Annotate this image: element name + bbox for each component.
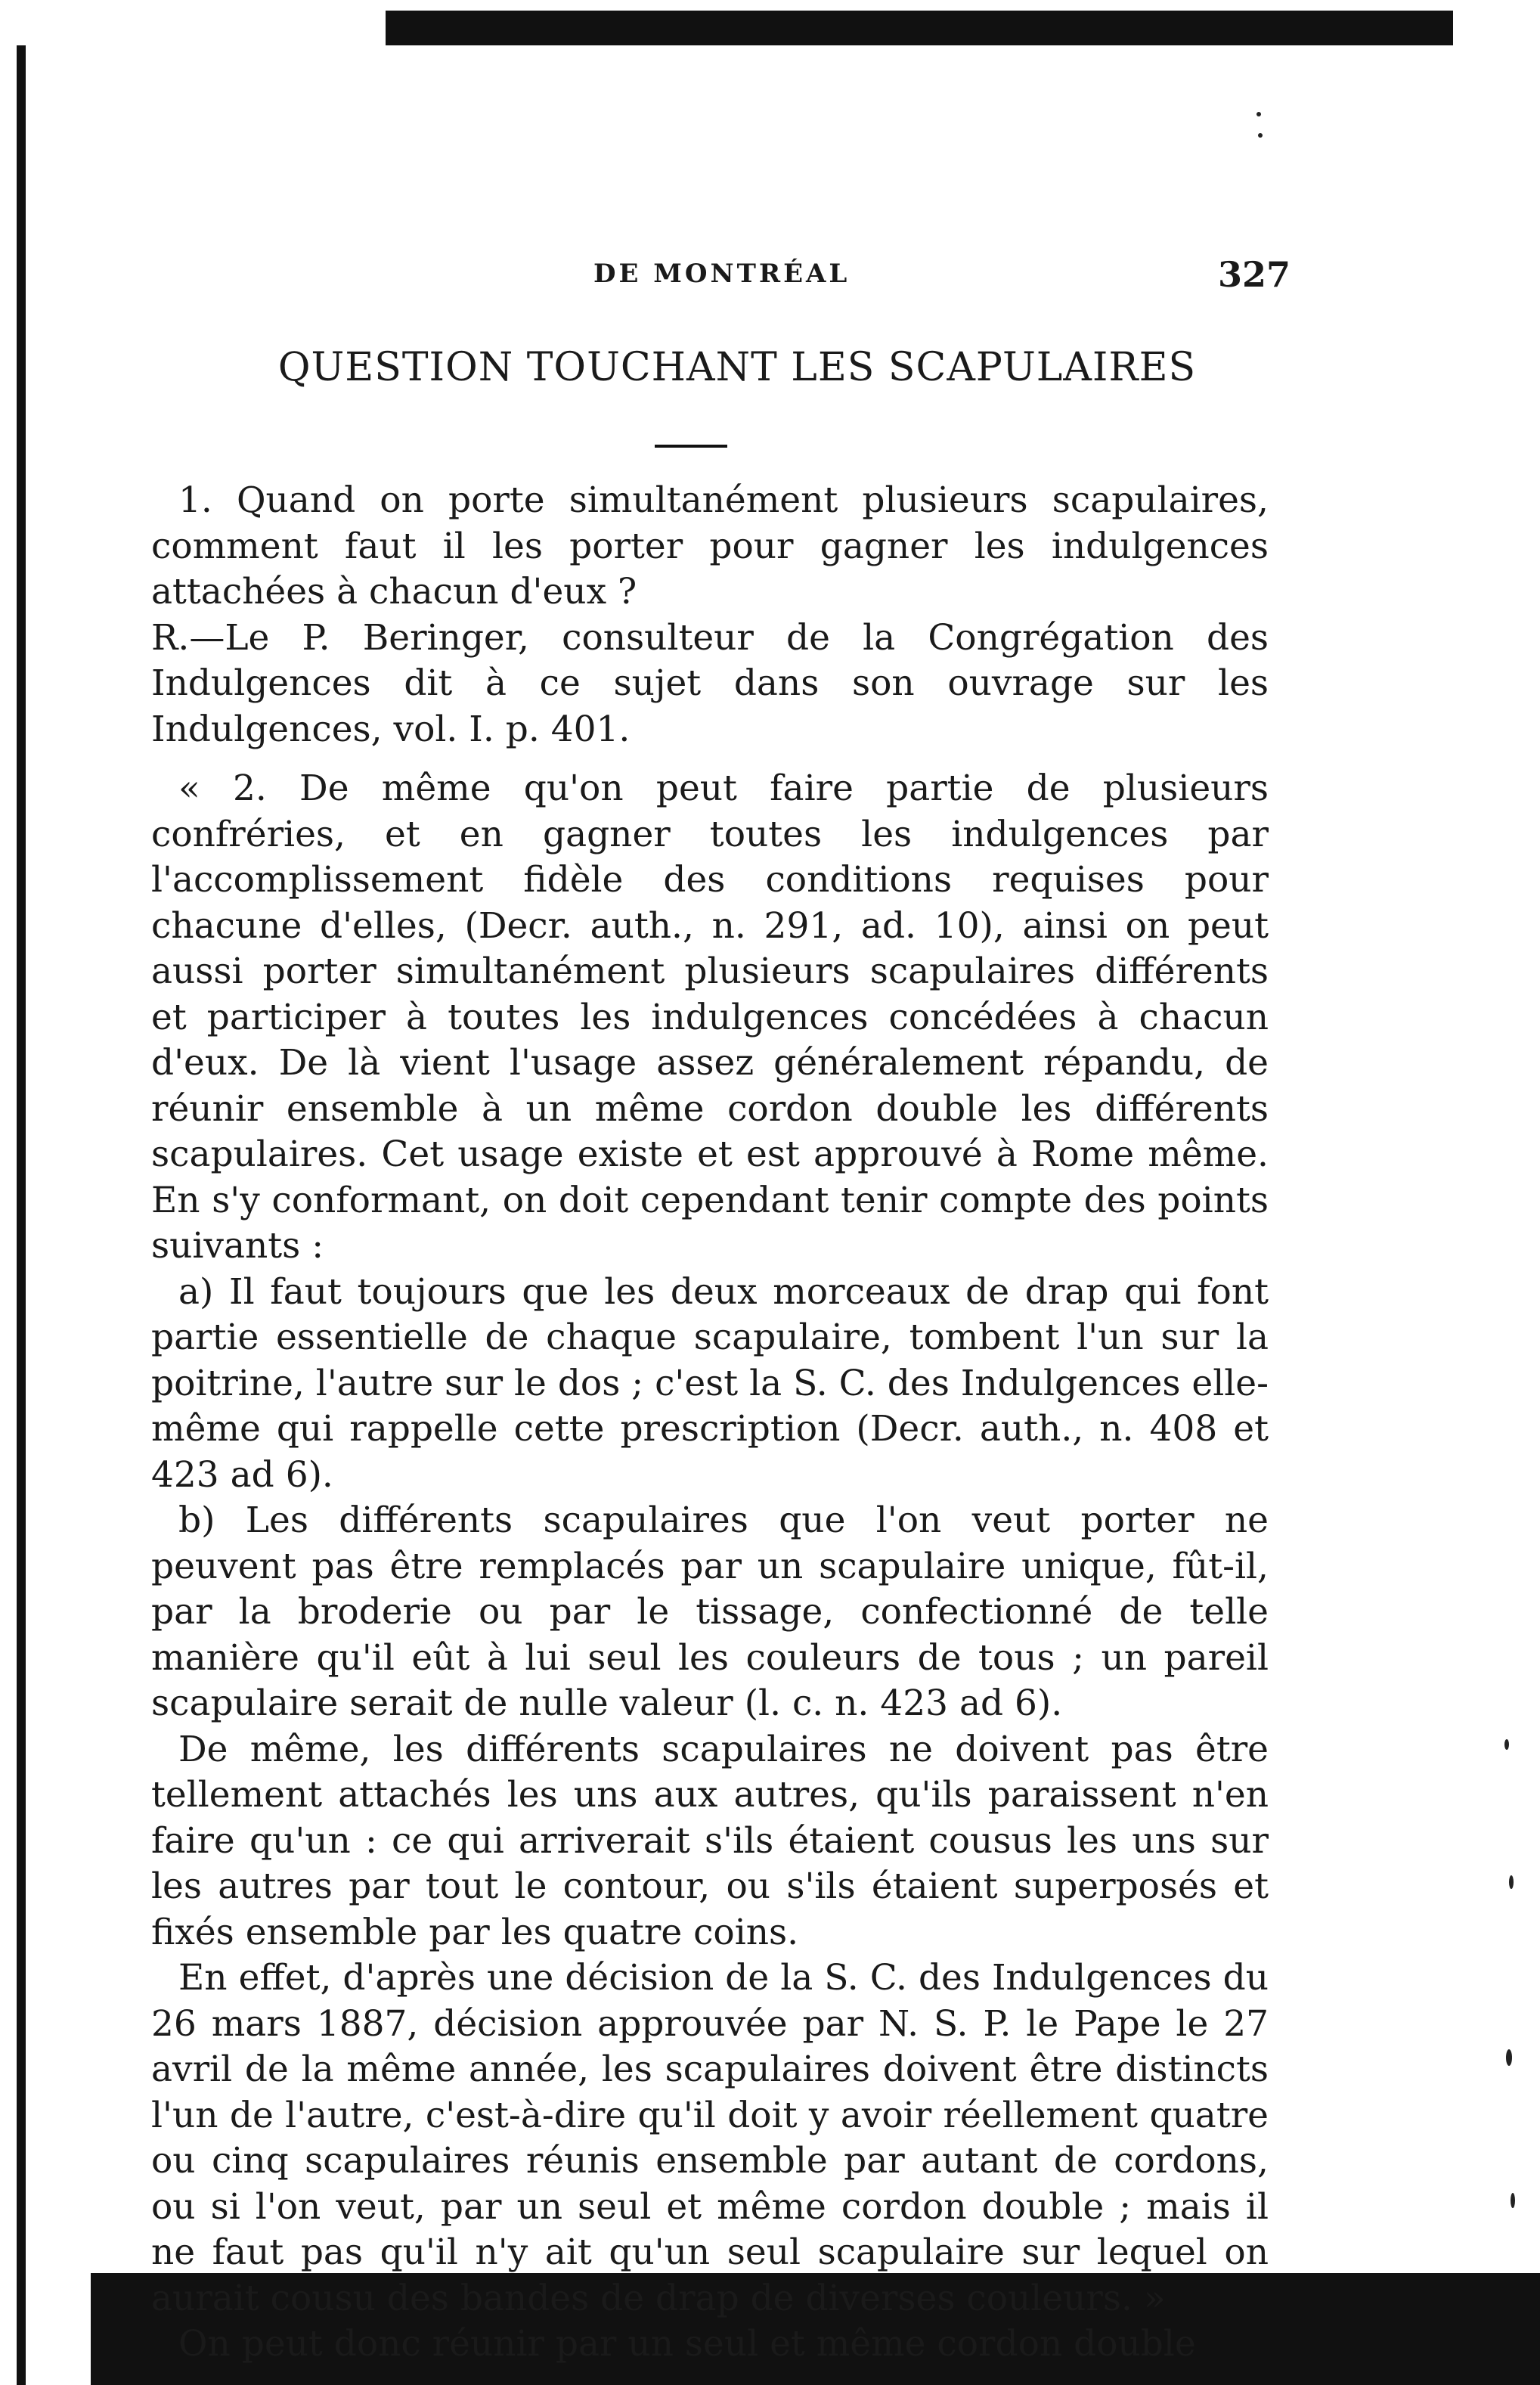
running-head — [181, 254, 1291, 295]
page-number: 327 — [1217, 254, 1291, 295]
scan-top-border — [386, 11, 1453, 45]
heading-rule — [655, 445, 727, 448]
quote-paragraph: « 2. De même qu'on peut faire partie de plusieurs confréries, et en gagner toutes les indulgences par l'accomplissement fidèle des conditions requises pour chacune d'elles, (Decr. auth., n. 291, ad. 10), ainsi on peut aussi porter simultanément plusieurs scapulaires différents et participer à toutes les indulgences concédées à chacun d'eux. De là vient l'usage assez généralement répandu, de réunir ensemble à un même cordon double les différents scapulaires. Cet usage existe et est approuvé à Rome même. En s'y conformant, on doit cependant tenir compte des points suivants : — [151, 768, 1269, 1267]
question-paragraph: 1. Quand on porte simultanément plusieurs scapulaires, comment faut il les porter pour gagner les indulgences attachées à chacun d'eux ? — [151, 479, 1269, 613]
scan-speck — [1509, 1875, 1514, 1889]
scan-speck — [1511, 2193, 1515, 2208]
answer-intro-paragraph: R.—Le P. Beringer, consulteur de la Congrégation des Indulgences dit à ce sujet dans son ouvrage sur les Indulgences, vol. I. p. 401. — [151, 616, 1269, 750]
scan-speck — [1504, 1739, 1509, 1750]
point-a-paragraph: a) Il faut toujours que les deux morceaux de drap qui font partie essentielle de chaque scapulaire, tombent l'un sur la poitrine, l'autre sur le dos ; c'est la S. C. des Indulgences elle-même qui rappelle cette prescription (Decr. auth., n. 408 et 423 ad 6). — [151, 1270, 1269, 1496]
scan-speck — [1256, 112, 1261, 116]
body-paragraph: De même, les différents scapulaires ne doivent pas être tellement attachés les uns aux autres, qu'ils paraissent n'en faire qu'un : ce qui arriverait s'ils étaient cousus les uns sur les autres par tout le contour, ou s'ils étaient superposés et fixés ensemble par les quatre coins. — [151, 1728, 1269, 1953]
scan-left-border — [17, 45, 26, 2385]
body-text — [151, 478, 1269, 2368]
section-heading: QUESTION TOUCHANT LES SCAPULAIRES — [277, 345, 1197, 390]
closing-paragraph: On peut donc réunir par un seul et même cordon double — [178, 2323, 1196, 2365]
running-head-title: DE MONTRÉAL — [593, 259, 851, 289]
scan-speck — [1506, 2049, 1512, 2066]
point-b-paragraph: b) Les différents scapulaires que l'on veut porter ne peuvent pas être remplacés par un scapulaire unique, fût-il, par la broderie ou par le tissage, confectionné de telle manière qu'il eût à lui seul les couleurs de tous ; un pareil scapulaire serait de nulle valeur (l. c. n. 423 ad 6). — [151, 1500, 1269, 1724]
scan-speck — [1258, 133, 1263, 138]
decision-paragraph: En effet, d'après une décision de la S. C. des Indulgences du 26 mars 1887, décision approuvée par N. S. P. le Pape le 27 avril de la même année, les scapulaires doivent être distincts l'un de l'autre, c'est-à-dire qu'il doit y avoir réellement quatre ou cinq scapulaires réunis ensemble par autant de cordons, ou si l'on veut, par un seul et même cordon double ; mais il ne faut pas qu'il n'y ait qu'un seul scapulaire sur lequel on aurait cousu des bandes de drap de diverses couleurs. » — [151, 1957, 1269, 2319]
